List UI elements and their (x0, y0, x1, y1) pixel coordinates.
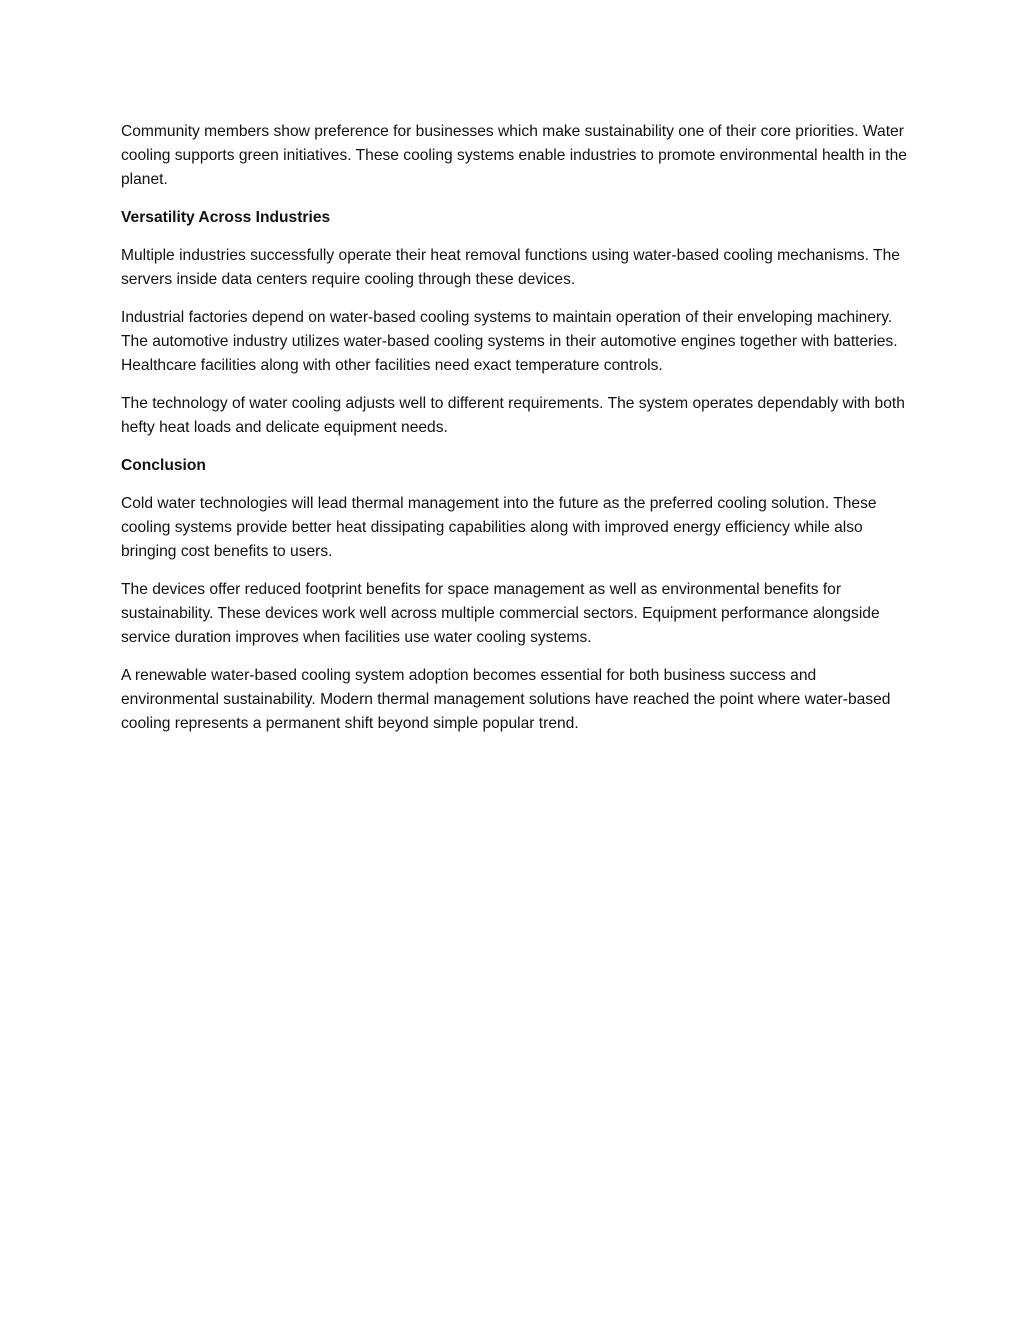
paragraph-adaptability: The technology of water cooling adjusts well to different requirements. The system operates dependably with both hefty heat loads and delicate equipment needs. (121, 395, 905, 436)
heading-versatility: Versatility Across Industries (121, 209, 331, 226)
heading-conclusion: Conclusion (121, 457, 206, 474)
paragraph-future-solution: Cold water technologies will lead thermal management into the future as the preferred cooling solution. These cooling systems provide better heat dissipating capabilities along with improved energy efficiency while also bringing cost benefits to users. (121, 495, 877, 560)
paragraph-industrial-automotive-healthcare: Industrial factories depend on water-based cooling systems to maintain operation of their enveloping machinery. The automotive industry utilizes water-based cooling systems in their automotive engines together with batteries. Healthcare facilities along with other facilities need exact temperature controls. (121, 309, 898, 374)
paragraph-footprint-benefits: The devices offer reduced footprint benefits for space management as well as environmental benefits for sustainability. These devices work well across multiple commercial sectors. Equipment performance alongside service duration improves when facilities use water cooling systems. (121, 581, 880, 646)
document-body (121, 120, 913, 750)
paragraph-industries-overview: Multiple industries successfully operate their heat removal functions using water-based cooling mechanisms. The servers inside data centers require cooling through these devices. (121, 247, 900, 288)
paragraph-adoption-essential: A renewable water-based cooling system adoption becomes essential for both business success and environmental sustainability. Modern thermal management solutions have reached the point where water-based cooling represents a permanent shift beyond simple popular trend. (121, 667, 891, 732)
paragraph-sustainability-preference: Community members show preference for businesses which make sustainability one of their core priorities. Water cooling supports green initiatives. These cooling systems enable industries to promote environmental health in the planet. (121, 123, 907, 188)
